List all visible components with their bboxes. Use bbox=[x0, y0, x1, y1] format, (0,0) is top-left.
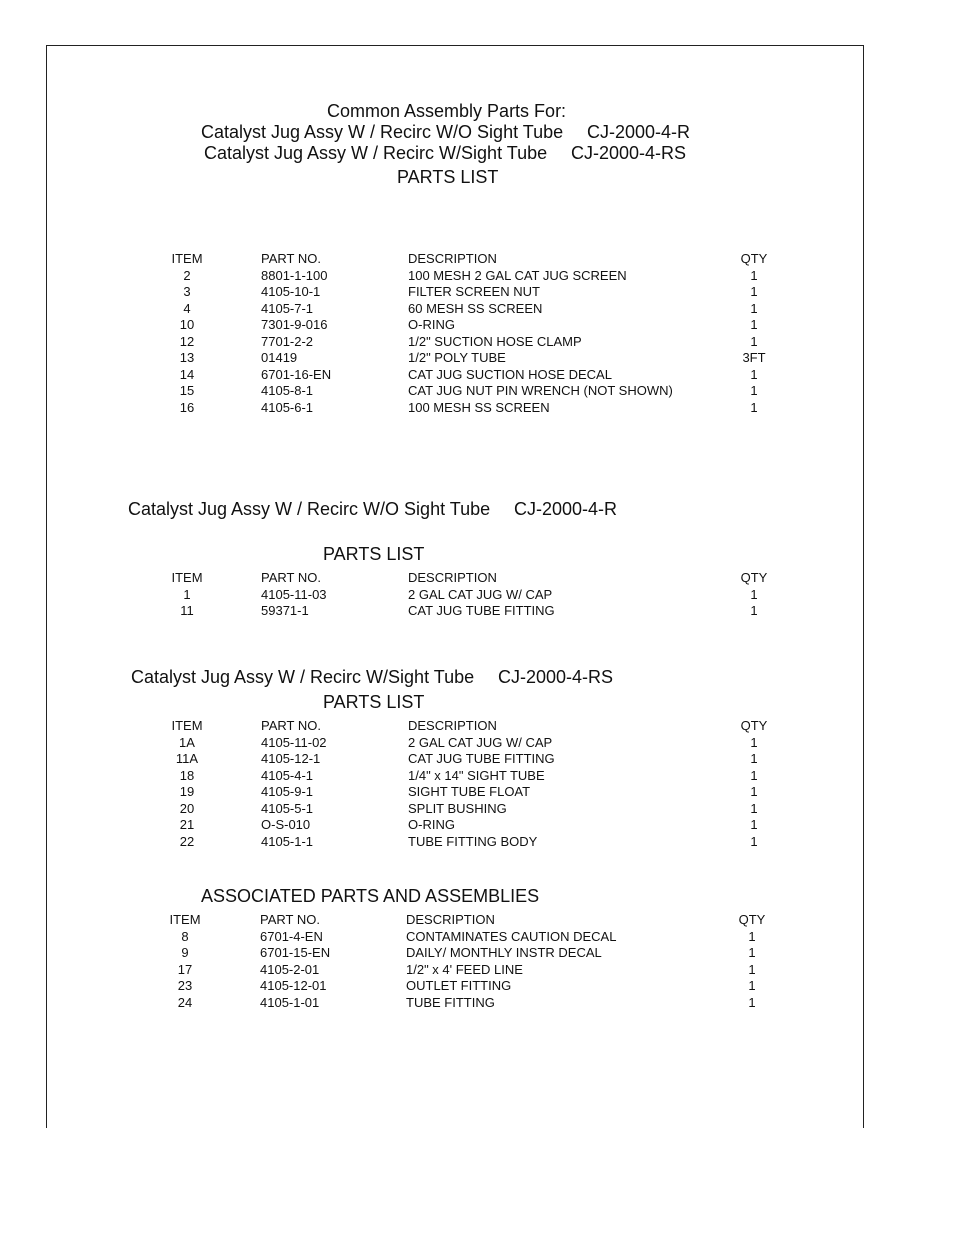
row-qty: 1 bbox=[750, 734, 758, 750]
header-qty: QTY bbox=[738, 912, 766, 927]
row-qty: 1 bbox=[750, 751, 758, 766]
common-heading: Common Assembly Parts For: bbox=[327, 101, 567, 121]
row-qty: 1 bbox=[748, 994, 756, 1010]
header-item: ITEM bbox=[169, 912, 201, 927]
row-item: 20 bbox=[179, 800, 195, 816]
header-item: ITEM bbox=[171, 718, 203, 733]
row-qty: 1 bbox=[750, 399, 758, 415]
row-item: 24 bbox=[177, 994, 193, 1010]
row-item: 15 bbox=[179, 383, 195, 398]
row-description: 2 GAL CAT JUG W/ CAP bbox=[408, 734, 553, 750]
row-part-no: 7301-9-016 bbox=[261, 317, 328, 332]
row-qty: 1 bbox=[750, 800, 758, 816]
row-description: CAT JUG SUCTION HOSE DECAL bbox=[408, 366, 612, 382]
row-item: 12 bbox=[179, 333, 195, 349]
header-part-no: PART NO. bbox=[261, 570, 321, 585]
row-part-no: 4105-12-01 bbox=[260, 978, 327, 993]
row-item: 3 bbox=[183, 284, 191, 299]
section-rs-list-title: PARTS LIST bbox=[323, 692, 425, 712]
row-part-no: 4105-9-1 bbox=[261, 784, 314, 799]
row-qty: 1 bbox=[750, 317, 758, 332]
row-item: 18 bbox=[179, 767, 195, 783]
row-item: 17 bbox=[177, 961, 193, 977]
row-part-no: O-S-010 bbox=[261, 817, 311, 832]
row-part-no: 4105-12-1 bbox=[261, 751, 321, 766]
row-description: TUBE FITTING bbox=[406, 994, 495, 1010]
row-description: FILTER SCREEN NUT bbox=[408, 284, 540, 299]
row-part-no: 7701-2-2 bbox=[261, 333, 314, 349]
section-rs-code: CJ-2000-4-RS bbox=[498, 667, 614, 687]
section-r-list-title: PARTS LIST bbox=[323, 544, 425, 564]
row-description: 1/2" x 4' FEED LINE bbox=[406, 961, 523, 977]
row-description: 60 MESH SS SCREEN bbox=[408, 300, 543, 316]
row-item: 11 bbox=[180, 603, 194, 618]
row-part-no: 4105-10-1 bbox=[261, 284, 321, 299]
section-rs-name: Catalyst Jug Assy W / Recirc W/Sight Tube bbox=[131, 667, 475, 687]
row-part-no: 6701-15-EN bbox=[260, 945, 331, 960]
header-qty: QTY bbox=[740, 570, 768, 585]
row-item: 14 bbox=[179, 366, 195, 382]
row-qty: 1 bbox=[750, 300, 758, 316]
header-qty: QTY bbox=[740, 718, 768, 733]
header-description: DESCRIPTION bbox=[408, 251, 497, 266]
row-part-no: 01419 bbox=[261, 350, 298, 365]
header-description: DESCRIPTION bbox=[408, 570, 497, 585]
row-description: DAILY/ MONTHLY INSTR DECAL bbox=[406, 945, 602, 960]
row-item: 13 bbox=[179, 350, 195, 365]
row-description: CAT JUG NUT PIN WRENCH (NOT SHOWN) bbox=[408, 383, 673, 398]
common-list-title: PARTS LIST bbox=[397, 167, 499, 187]
row-description: 1/2" POLY TUBE bbox=[408, 350, 506, 365]
row-qty: 1 bbox=[748, 945, 756, 960]
row-qty: 1 bbox=[750, 767, 758, 783]
row-item: 2 bbox=[183, 267, 191, 283]
row-description: CONTAMINATES CAUTION DECAL bbox=[406, 928, 617, 944]
row-description: 1/4" x 14" SIGHT TUBE bbox=[408, 767, 545, 783]
row-description: 100 MESH SS SCREEN bbox=[408, 399, 550, 415]
common-line2-name: Catalyst Jug Assy W / Recirc W/Sight Tube bbox=[204, 143, 548, 163]
row-qty: 1 bbox=[750, 586, 758, 602]
row-item: 16 bbox=[179, 399, 195, 415]
row-qty: 3FT bbox=[742, 350, 766, 365]
row-description: SPLIT BUSHING bbox=[408, 800, 507, 816]
row-part-no: 6701-4-EN bbox=[260, 928, 323, 944]
row-qty: 1 bbox=[748, 928, 756, 944]
row-qty: 1 bbox=[748, 978, 756, 993]
row-qty: 1 bbox=[750, 333, 758, 349]
row-item: 11A bbox=[175, 751, 199, 766]
row-item: 22 bbox=[179, 833, 195, 849]
associated-title: ASSOCIATED PARTS AND ASSEMBLIES bbox=[201, 886, 540, 906]
row-part-no: 4105-1-01 bbox=[260, 994, 320, 1010]
row-qty: 1 bbox=[750, 383, 758, 398]
common-line1-name: Catalyst Jug Assy W / Recirc W/O Sight Tube bbox=[201, 122, 564, 142]
row-part-no: 6701-16-EN bbox=[261, 366, 332, 382]
row-part-no: 4105-2-01 bbox=[260, 961, 320, 977]
row-description: CAT JUG TUBE FITTING bbox=[408, 751, 555, 766]
row-description: O-RING bbox=[408, 817, 455, 832]
row-item: 1 bbox=[183, 586, 191, 602]
row-part-no: 4105-8-1 bbox=[261, 383, 314, 398]
row-qty: 1 bbox=[750, 284, 758, 299]
row-qty: 1 bbox=[750, 603, 758, 618]
row-item: 8 bbox=[181, 928, 189, 944]
row-part-no: 8801-1-100 bbox=[261, 267, 328, 283]
row-qty: 1 bbox=[748, 961, 756, 977]
row-item: 19 bbox=[179, 784, 195, 799]
row-description: 100 MESH 2 GAL CAT JUG SCREEN bbox=[408, 267, 627, 283]
row-description: O-RING bbox=[408, 317, 455, 332]
row-part-no: 59371-1 bbox=[261, 603, 309, 618]
row-description: 2 GAL CAT JUG W/ CAP bbox=[408, 586, 553, 602]
row-part-no: 4105-4-1 bbox=[261, 767, 314, 783]
row-part-no: 4105-7-1 bbox=[261, 300, 314, 316]
row-item: 10 bbox=[179, 317, 195, 332]
row-description: OUTLET FITTING bbox=[406, 978, 512, 993]
header-part-no: PART NO. bbox=[261, 718, 321, 733]
row-qty: 1 bbox=[750, 267, 758, 283]
row-part-no: 4105-1-1 bbox=[261, 833, 314, 849]
row-description: TUBE FITTING BODY bbox=[408, 833, 538, 849]
header-description: DESCRIPTION bbox=[406, 912, 495, 927]
row-item: 4 bbox=[183, 300, 191, 316]
row-description: 1/2" SUCTION HOSE CLAMP bbox=[408, 333, 582, 349]
row-qty: 1 bbox=[750, 366, 758, 382]
row-description: CAT JUG TUBE FITTING bbox=[408, 603, 555, 618]
header-item: ITEM bbox=[171, 251, 203, 266]
row-qty: 1 bbox=[750, 817, 758, 832]
row-item: 21 bbox=[179, 817, 195, 832]
header-part-no: PART NO. bbox=[260, 912, 320, 927]
section-r-code: CJ-2000-4-R bbox=[514, 499, 618, 519]
header-item: ITEM bbox=[171, 570, 203, 585]
header-part-no: PART NO. bbox=[261, 251, 321, 266]
section-r-name: Catalyst Jug Assy W / Recirc W/O Sight Tube bbox=[128, 499, 491, 519]
common-line2-code: CJ-2000-4-RS bbox=[571, 143, 687, 163]
row-part-no: 4105-11-02 bbox=[261, 734, 327, 750]
row-description: SIGHT TUBE FLOAT bbox=[408, 784, 531, 799]
row-part-no: 4105-11-03 bbox=[261, 586, 327, 602]
row-qty: 1 bbox=[750, 784, 758, 799]
row-item: 1A bbox=[179, 734, 195, 750]
header-qty: QTY bbox=[740, 251, 768, 266]
row-qty: 1 bbox=[750, 833, 758, 849]
row-item: 9 bbox=[181, 945, 189, 960]
header-description: DESCRIPTION bbox=[408, 718, 497, 733]
row-item: 23 bbox=[177, 978, 193, 993]
row-part-no: 4105-5-1 bbox=[261, 800, 314, 816]
common-line1-code: CJ-2000-4-R bbox=[587, 122, 691, 142]
row-part-no: 4105-6-1 bbox=[261, 399, 314, 415]
